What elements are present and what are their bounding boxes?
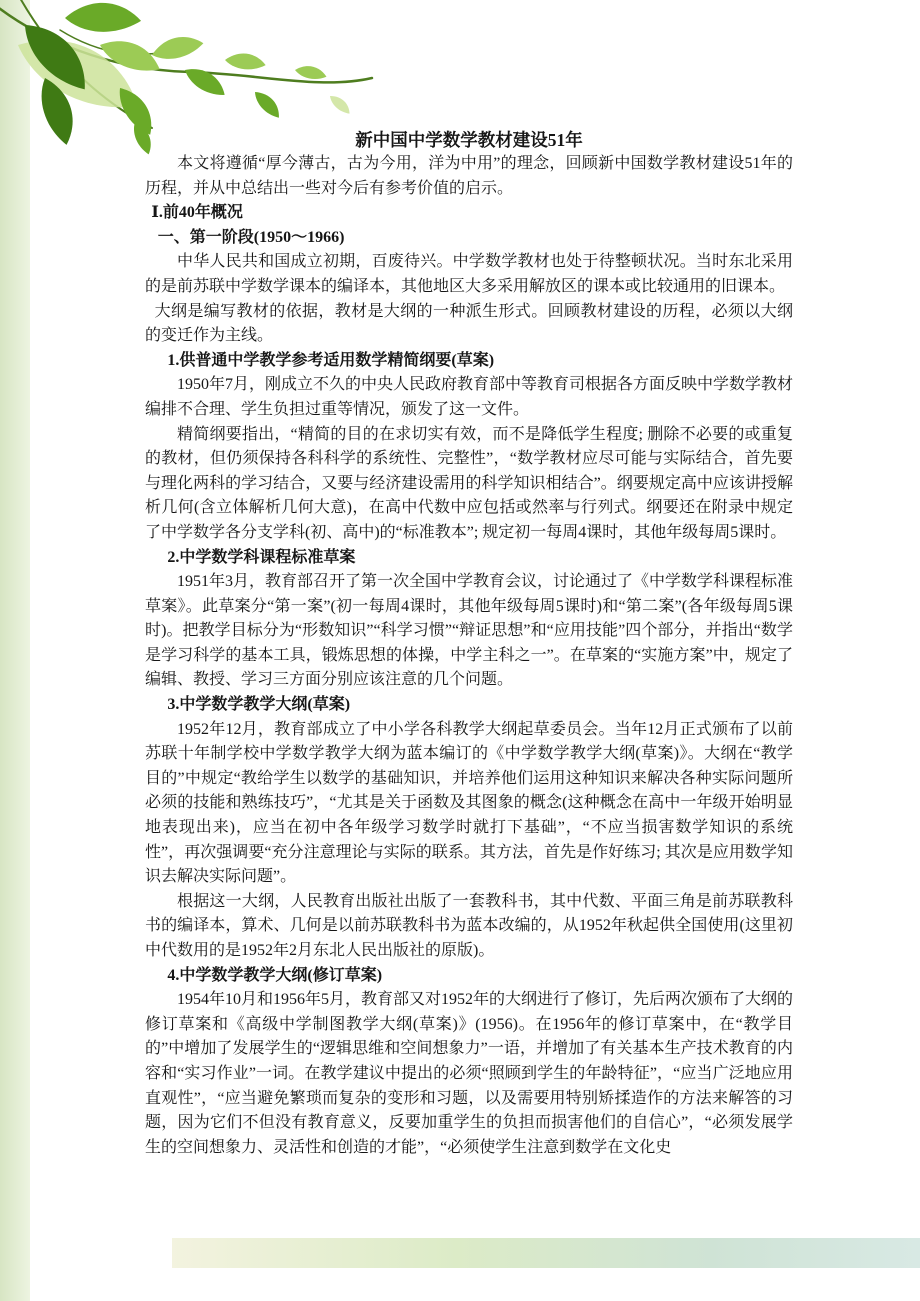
left-margin-strip — [0, 0, 30, 1301]
paragraph: 本文将遵循“厚今薄古，古为今用，洋为中用”的理念，回顾新中国数学教材建设51年的历程，并从中总结出一些对今后有参考价值的启示。 — [145, 155, 793, 197]
paragraph: 1951年3月，教育部召开了第一次全国中学教育会议，讨论通过了《中学数学科课程标准草案》。此草案分“第一案”(初一每周4课时，其他年级每周5课时)和“第二案”(各年级每周5课时)。把教学目标分为“形数知识”“科学习惯”“辩证思想”和“应用技能”四个部分，并指出“数学是学习科学的基本工具，锻炼思想的体操，中学主科之一”。在草案的“实施方案”中，规定了编辑、教授、学习三方面分别应该注意的几个问题。 — [145, 573, 794, 689]
leaf-icon — [224, 48, 267, 74]
paragraph: 精简纲要指出，“精简的目的在求切实有效，而不是降低学生程度; 删除不必要的或重复的教材，但仍须保持各科科学的系统性、完整性”，“数学教材应尽可能与实际结合，首先要与理化两科的学习结合，又要与经济建设需用的科学知识相结合”。纲要规定高中应该讲授解析几何(含立体解析几何大意)，在高中代数中应包括或然率与行列式。纲要还在附录中规定了中学数学各分支学科(初、高中)的“标准教本”; 规定初一每周4课时，其他年级每周5课时。 — [145, 425, 793, 541]
paragraph: 1954年10月和1956年5月，教育部又对1952年的大纲进行了修订，先后两次颁布了大纲的修订草案和《高级中学制图教学大纲(草案)》(1956)。在1956年的修订草案中，在“教学目的”中增加了发展学生的“逻辑思维和空间想象力”一语，并增加了有关基本生产技术教育的内容和“实习作业”一词。在教学建议中提出的必须“照顾到学生的年龄特征”，“应当广泛地应用直观性”，“应当避免繁琐而复杂的变形和习题，以及需要用特别矫揉造作的方法来解答的习题，因为它们不但没有教育意义，反要加重学生的负担而损害他们的自信心”，“必须发展学生的空间想象力、灵活性和创造的才能”，“必须使学生注意到数学在文化史 — [145, 991, 794, 1156]
paragraph: 中华人民共和国成立初期，百废待兴。中学数学教材也处于待整顿状况。当时东北采用的是前苏联中学数学课本的编译本，其他地区大多采用解放区的课本或比较通用的旧课本。 — [145, 253, 793, 295]
leaf-icon — [328, 91, 353, 118]
section-heading: 3.中学数学教学大纲(草案) — [167, 696, 351, 714]
document-title: 新中国中学数学教材建设51年 — [355, 130, 583, 150]
document-body — [145, 128, 793, 1160]
paragraph: 根据这一大纲，人民教育出版社出版了一套教科书，其中代数、平面三角是前苏联教科书的编译本，算术、几何是以前苏联教科书为蓝本改编的，从1952年秋起供全国使用(这里初中代数用的是1952年2月东北人民出版社的原版)。 — [145, 892, 793, 959]
paragraph: 大纲是编写教材的依据，教材是大纲的一种派生形式。回顾教材建设的历程，必须以大纲的变迁作为主线。 — [145, 302, 793, 345]
section-heading: 4.中学数学教学大纲(修订草案) — [167, 966, 383, 984]
leaf-icon — [64, 0, 143, 39]
leaf-icon — [151, 35, 205, 60]
paragraph: 1950年7月，刚成立不久的中央人民政府教育部中等教育司根据各方面反映中学数学教材编排不合理、学生负担过重等情况，颁发了这一文件。 — [145, 376, 794, 418]
section-heading: 2.中学数学科课程标准草案 — [167, 548, 356, 566]
leaf-icon — [182, 60, 229, 104]
section-heading: 1.供普通中学教学参考适用数学精简纲要(草案) — [167, 351, 495, 369]
section-heading: 一、第一阶段(1950～1966) — [157, 228, 345, 246]
section-heading: Ⅰ.前40年概况 — [151, 204, 243, 222]
footer-gradient-bar — [172, 1238, 920, 1268]
paragraph: 1952年12月，教育部成立了中小学各科教学大纲起草委员会。当年12月正式颁布了以前苏联十年制学校中学数学教学大纲为蓝本编订的《中学数学教学大纲(草案)》。大纲在“教学目的”中规定“教给学生以数学的基础知识，并培养他们运用这种知识来解决各种实际问题所必须的技能和熟练技巧”，“尤其是关于函数及其图象的概念(这种概念在高中一年级开始明显地表现出来)，应当在初中各年级学习数学时就打下基础”，“不应当损害数学知识的系统性”，再次强调要“充分注意理论与实际的联系。其方法，首先是作好练习; 其次是应用数学知识去解决实际问题”。 — [145, 720, 793, 886]
leaf-icon — [252, 86, 283, 122]
